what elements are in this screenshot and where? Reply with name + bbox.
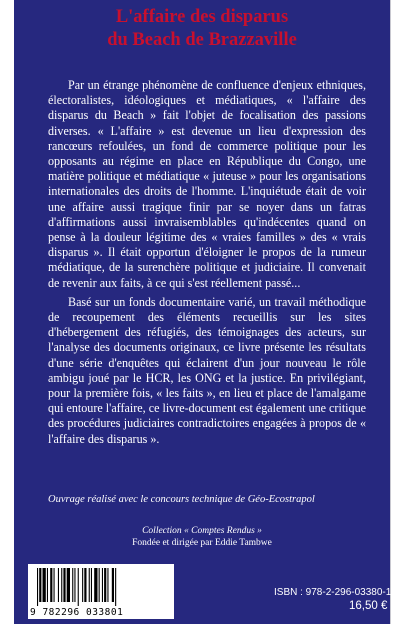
- blurb-paragraph-1: Par un étrange phénomène de confluence d'enjeux ethniques, électoralistes, idéologiques et médiatiques, « l'affaire des disparus du Beach » fait l'objet de focalisation des passions diverses. « L'affaire » est devenue un lieu d'expression des rancœurs refoulées, un fond de commerce politique pour les opposants au régime en place en République du Congo, une matière politique et médiatique « juteuse » pour les organisations internationales des droits de l'homme. L'inquiétude était de voir une affaire aussi tragique finir par se noyer dans un fatras d'affirmations aussi invraisemblables qu'indécentes quand on pense à la douleur légitime des « vraies familles » des « vrais disparus ». Il était opportun d'éloigner le propos de la rumeur médiatique, de la surenchère politique et judiciaire. Il convenait de revenir aux faits, à ce qui s'est réellement passé...: [48, 78, 366, 290]
- barcode-bar: [50, 568, 52, 602]
- barcode-bar: [39, 568, 41, 602]
- barcode-bar: [58, 568, 59, 602]
- barcode-bar: [54, 568, 55, 602]
- barcode-bar: [74, 568, 75, 602]
- collection-info: [14, 525, 390, 549]
- barcode-bar: [102, 568, 103, 602]
- barcode-bar: [37, 568, 38, 606]
- back-cover: [14, 0, 391, 624]
- book-title-line-2: du Beach de Brazzaville: [107, 30, 297, 50]
- barcode-bar: [115, 568, 116, 606]
- barcode-bar: [78, 568, 79, 606]
- barcode-bars: [35, 568, 167, 606]
- barcode: [28, 564, 174, 619]
- barcode-bar: [43, 568, 46, 602]
- barcode-bar: [72, 568, 73, 602]
- barcode-bar: [89, 568, 90, 602]
- collection-editor: Fondée et dirigée par Eddie Tambwe: [132, 538, 272, 548]
- barcode-bar: [91, 568, 92, 602]
- barcode-bar: [94, 568, 97, 602]
- barcode-bar: [84, 568, 86, 602]
- barcode-bar: [107, 568, 108, 602]
- isbn: ISBN : 978-2-296-03380-1: [274, 587, 392, 598]
- blurb-paragraph-2: Basé sur un fonds documentaire varié, un travail méthodique de recoupement des éléments recueillis sur les sites d'hébergement des réfugiés, des témoignages des acteurs, sur l'analyse des documents originaux, ce livre présente les résultats d'une série d'enquêtes qui éclairent d'un jour nouveau le rôle ambigu joué par le HCR, les ONG et la justice. En privilégiant, pour la première fois, « les faits », en lieu et place de l'amalgame qui entoure l'affaire, ce livre-document est également une critique des procédures judiciaires contradictoires engagées à propos de « l'affaire des disparus ».: [48, 294, 366, 446]
- barcode-digits: 9 782296 033801: [30, 607, 124, 618]
- barcode-bar: [112, 568, 114, 602]
- barcode-bar: [61, 568, 62, 602]
- barcode-bar: [82, 568, 83, 602]
- technical-credit: Ouvrage réalisé avec le concours technique de Géo-Ecostrapol: [48, 494, 315, 505]
- barcode-bar: [104, 568, 106, 602]
- book-title-line-1: L'affaire des disparus: [115, 7, 289, 27]
- book-title: [14, 6, 390, 52]
- price: 16,50 €: [349, 600, 388, 612]
- barcode-bar: [99, 568, 100, 602]
- blurb: [48, 78, 366, 447]
- collection-name: Collection « Comptes Rendus »: [142, 526, 262, 536]
- barcode-bar: [67, 568, 70, 602]
- barcode-bar: [63, 568, 65, 602]
- barcode-bar: [47, 568, 48, 602]
